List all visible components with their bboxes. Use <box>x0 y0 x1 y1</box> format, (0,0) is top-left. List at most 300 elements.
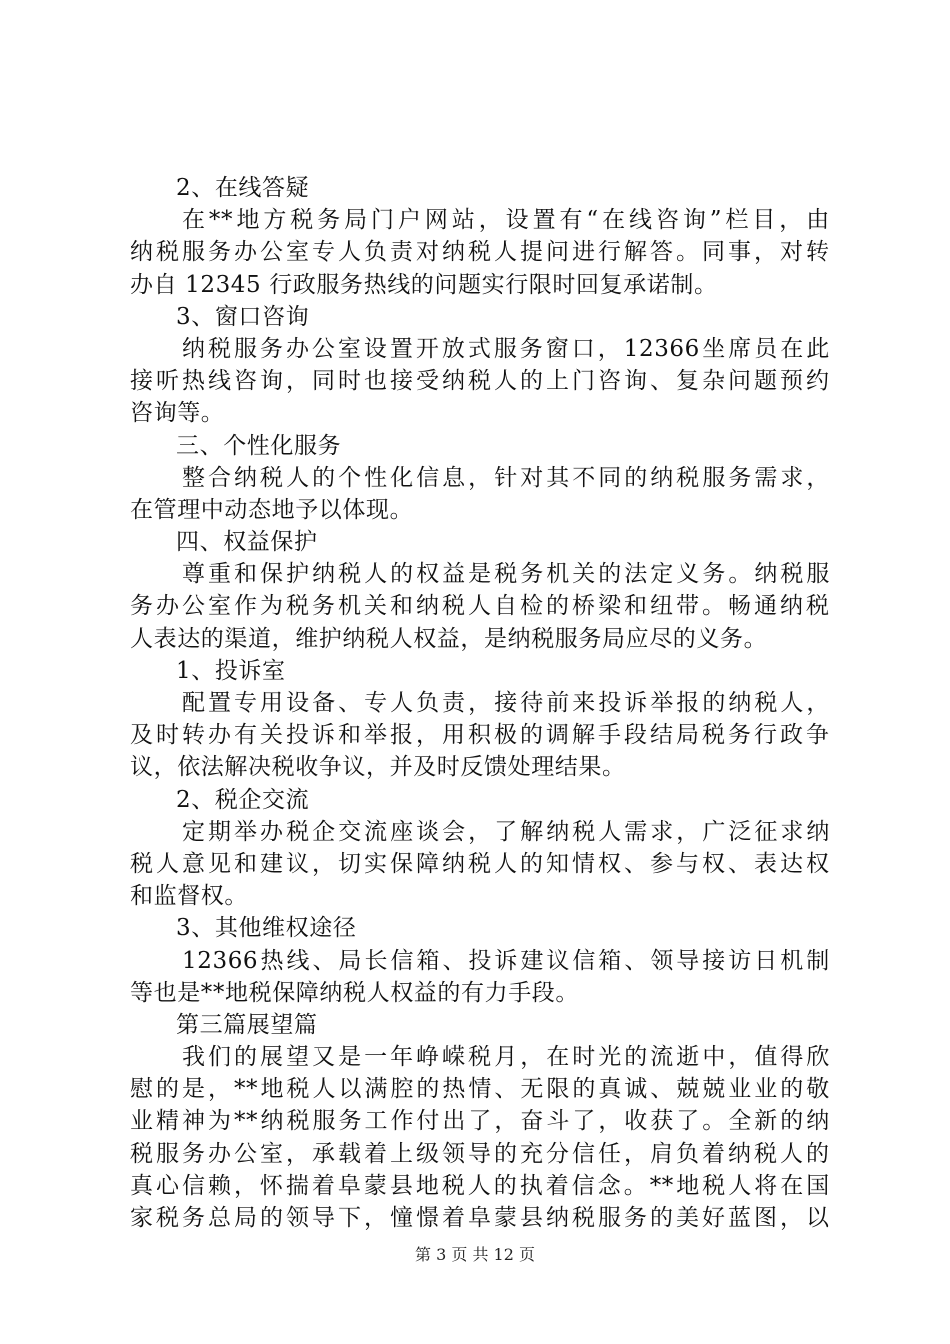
text-run: 流 <box>364 818 388 845</box>
text-run: 置 <box>532 207 557 234</box>
text-run: 务 <box>130 593 154 620</box>
text-run: 服 <box>493 335 518 362</box>
text-run: 税 <box>468 850 492 877</box>
text-run: 广 <box>702 818 726 845</box>
text-run: 税 <box>290 207 314 234</box>
text-run: 达 <box>780 850 804 877</box>
text-run: 在 <box>182 207 206 234</box>
text-run: 税 <box>754 1140 778 1167</box>
text-run: 精 <box>155 1108 180 1135</box>
text-run: 户 <box>397 207 422 234</box>
text-run: 权 <box>416 561 440 588</box>
text-run: 务 <box>702 561 726 588</box>
text-run: 办 <box>156 593 180 620</box>
text-run: 通 <box>754 593 778 620</box>
text-run: 诉 <box>494 947 519 974</box>
text-run: 业 <box>728 1076 752 1103</box>
text-run: ， <box>468 690 492 716</box>
text-run: 预 <box>780 368 804 395</box>
text-run: 举 <box>234 818 258 845</box>
text-run: 权 <box>702 850 726 877</box>
text-run: 局 <box>676 722 700 749</box>
text-run: 复 <box>676 368 700 395</box>
text-run: 接 <box>390 368 414 395</box>
paragraph-line: 咨询等。 <box>130 400 225 427</box>
text-run: 保 <box>390 850 414 877</box>
text-run: 公 <box>182 593 206 620</box>
text-run: 的 <box>155 1076 180 1103</box>
text-run: 纳 <box>546 1205 570 1231</box>
text-run: 纳 <box>442 368 466 395</box>
text-run: 目 <box>752 207 776 234</box>
text-run: 们 <box>208 1044 232 1071</box>
text-run: 以 <box>338 1076 363 1103</box>
text-run: 税 <box>442 593 466 620</box>
text-run: 月 <box>494 1044 518 1071</box>
text-run: 蓝 <box>728 1205 752 1231</box>
text-run: 坐 <box>702 335 726 362</box>
text-run: 约 <box>806 368 830 395</box>
text-run: ， <box>286 1140 310 1167</box>
text-run: 纳 <box>546 818 570 845</box>
text-run: 定 <box>182 818 206 845</box>
text-run: 。 <box>702 593 726 620</box>
paragraph-line <box>130 1170 830 1202</box>
text-run: 护 <box>286 561 310 588</box>
text-run: 箱 <box>598 947 622 974</box>
text-run: ** <box>233 1076 259 1103</box>
text-run: 县 <box>389 1172 414 1199</box>
text-run: 信 <box>572 1140 596 1167</box>
text-run: 赖 <box>207 1172 232 1199</box>
text-run: 时 <box>338 368 362 395</box>
text-run: 时 <box>156 722 180 749</box>
text-run: 的 <box>520 722 544 749</box>
text-run: 好 <box>702 1205 726 1231</box>
text-run: 议 <box>286 850 310 877</box>
text-run: ， <box>312 850 336 877</box>
text-run: 保 <box>260 561 284 588</box>
text-run: 有 <box>234 722 258 749</box>
text-run: 的 <box>493 1172 518 1199</box>
text-run: 人 <box>467 1172 492 1199</box>
text-run: 着 <box>702 1140 726 1167</box>
text-run: 载 <box>338 1140 362 1167</box>
text-run: 接 <box>702 947 726 974</box>
text-run: 政 <box>780 722 804 749</box>
text-run: 负 <box>676 1140 700 1167</box>
text-run: 议 <box>546 947 570 974</box>
text-run: 的 <box>806 1140 830 1167</box>
text-run: 值 <box>754 1044 778 1071</box>
text-run: 的 <box>390 561 414 588</box>
text-run: 服 <box>702 464 726 491</box>
text-run: 信 <box>416 464 440 491</box>
text-run: 口 <box>571 335 596 362</box>
text-run: ， <box>780 1205 804 1231</box>
paragraph-line <box>130 333 830 365</box>
text-run: 接 <box>494 690 518 716</box>
text-run: 的 <box>780 1108 804 1135</box>
text-run: 慰 <box>130 1076 154 1103</box>
paragraph-line <box>130 848 830 880</box>
text-run: 行 <box>754 722 778 749</box>
text-run: 税 <box>130 850 154 877</box>
text-run: 的 <box>780 1076 804 1103</box>
text-run: 情 <box>468 1076 492 1103</box>
text-run: 12366 <box>182 947 259 974</box>
text-run: 兢 <box>702 1076 726 1103</box>
text-run: 为 <box>260 593 284 620</box>
text-run: 是 <box>338 1044 362 1071</box>
text-run: ， <box>478 207 503 234</box>
text-run: 投 <box>598 690 622 716</box>
paragraph-line <box>130 1105 830 1137</box>
text-run: 纽 <box>650 593 674 620</box>
text-run: 税 <box>702 1172 726 1199</box>
text-run: 网 <box>424 207 449 234</box>
text-run: 服 <box>312 1108 337 1135</box>
text-run: 流 <box>650 1044 674 1071</box>
text-run: 桥 <box>572 593 596 620</box>
text-run: 服 <box>156 1140 180 1167</box>
text-run: 税 <box>441 1172 466 1199</box>
text-run: 专 <box>364 690 388 716</box>
page-footer: 第 3 页 共 12 页 <box>415 1245 535 1264</box>
text-run: 一 <box>364 1044 388 1071</box>
text-run: 关 <box>572 561 596 588</box>
text-run: 负 <box>364 239 388 266</box>
text-run: 领 <box>286 1205 310 1231</box>
text-run: 听 <box>156 368 180 395</box>
text-run: 热 <box>182 368 206 395</box>
text-run: 税 <box>494 561 518 588</box>
text-run: 室 <box>260 1140 284 1167</box>
text-run: 务 <box>338 1108 363 1135</box>
text-run: 为 <box>207 1108 232 1135</box>
text-run: 务 <box>259 335 284 362</box>
text-run: 机 <box>546 561 570 588</box>
text-run: 畅 <box>728 593 752 620</box>
text-run: 家 <box>130 1205 154 1231</box>
text-run: 机 <box>780 947 804 974</box>
section-heading: 三、个性化服务 <box>176 432 342 459</box>
text-run: 的 <box>520 850 544 877</box>
text-run: 地 <box>415 1172 440 1199</box>
text-run: 又 <box>312 1044 336 1071</box>
text-run: 兢 <box>676 1076 700 1103</box>
text-run: 信 <box>181 1172 206 1199</box>
text-run: 人 <box>494 239 518 266</box>
text-run: 办 <box>285 335 310 362</box>
paragraph-line: 人表达的渠道，维护纳税人权益，是纳税服务局应尽的义务。 <box>130 625 768 652</box>
text-run: 了 <box>468 1108 492 1135</box>
text-run: 公 <box>234 1140 258 1167</box>
section-heading: 四、权益保护 <box>176 529 318 556</box>
text-run: 真 <box>130 1172 154 1199</box>
text-run: 、 <box>312 947 337 974</box>
text-run: 税 <box>754 690 778 716</box>
text-run: 导 <box>676 947 700 974</box>
paragraph-line <box>130 945 830 977</box>
text-run: ， <box>676 818 700 845</box>
text-run: 国 <box>806 1172 830 1199</box>
section-heading: 2、税企交流 <box>176 786 310 813</box>
text-run: 站 <box>451 207 476 234</box>
text-run: 人 <box>468 593 492 620</box>
text-run: 的 <box>520 368 544 395</box>
text-run: 杂 <box>702 368 726 395</box>
text-run: 。 <box>676 239 700 266</box>
text-run: 谈 <box>416 818 440 845</box>
text-run: 在 <box>780 1172 804 1199</box>
text-run: 其 <box>546 464 570 491</box>
text-run: 机 <box>338 593 362 620</box>
text-run: 不 <box>572 464 596 491</box>
text-run: 纳 <box>416 593 440 620</box>
text-run: ** <box>649 1172 674 1199</box>
paragraph-line <box>130 719 830 751</box>
text-run: 关 <box>364 593 388 620</box>
text-run: 和 <box>624 593 648 620</box>
text-run: ， <box>416 722 440 749</box>
text-run: 承 <box>312 1140 336 1167</box>
text-run: 解 <box>520 818 544 845</box>
text-run: 分 <box>546 1140 570 1167</box>
text-run: ， <box>286 368 310 395</box>
paragraph-line <box>130 687 830 719</box>
text-run: 局 <box>344 207 368 234</box>
text-run: ， <box>207 1076 232 1103</box>
section-heading: 1、投诉室 <box>176 657 286 684</box>
text-run: 障 <box>416 850 440 877</box>
text-run: 问 <box>546 239 570 266</box>
text-run: ， <box>754 239 778 266</box>
text-run: 泛 <box>728 818 752 845</box>
text-run: 着 <box>364 1140 388 1167</box>
text-run: 税 <box>572 818 596 845</box>
paragraph-line <box>130 590 830 622</box>
text-run: 税 <box>286 818 310 845</box>
text-run: 时 <box>572 1044 596 1071</box>
text-run: 积 <box>468 722 492 749</box>
text-run: 纳 <box>442 850 466 877</box>
text-run: 人 <box>390 690 414 716</box>
text-run: 税 <box>207 335 232 362</box>
text-run: 参 <box>650 850 674 877</box>
text-run: ， <box>779 207 803 234</box>
text-run: 得 <box>780 1044 804 1071</box>
document-body <box>130 172 830 1234</box>
text-run: 税 <box>468 368 492 395</box>
text-run: 在 <box>602 207 626 234</box>
text-run: 投 <box>468 947 493 974</box>
text-run: 地 <box>236 207 261 234</box>
text-run: 征 <box>754 818 778 845</box>
text-run: 了 <box>572 1108 596 1135</box>
text-run: 访 <box>728 947 752 974</box>
text-run: 。 <box>702 1108 726 1135</box>
text-run: 座 <box>390 818 414 845</box>
paragraph-line <box>130 558 830 590</box>
text-run: ， <box>597 335 622 362</box>
text-run: 信 <box>390 947 415 974</box>
text-run: 放 <box>441 335 466 362</box>
text-run: 局 <box>234 1205 258 1231</box>
text-run: 展 <box>260 1044 284 1071</box>
text-run: 段 <box>624 722 648 749</box>
text-run: 上 <box>546 368 570 395</box>
section-heading: 3、窗口咨询 <box>176 303 310 330</box>
text-run: 了 <box>676 1108 700 1135</box>
text-run: 、 <box>650 368 674 395</box>
paragraph-line <box>130 816 830 848</box>
text-run: 务 <box>624 1205 648 1231</box>
text-run: ， <box>806 464 830 491</box>
text-run: 性 <box>364 464 388 491</box>
text-run: 念 <box>597 1172 622 1199</box>
text-run: 同 <box>312 368 336 395</box>
text-run: 税 <box>780 561 804 588</box>
text-run: 咨 <box>655 207 680 234</box>
text-run: 法 <box>624 561 648 588</box>
text-run: ， <box>806 690 830 716</box>
text-run: 纳 <box>312 561 336 588</box>
text-run: ， <box>624 1140 648 1167</box>
text-run: 蒙 <box>363 1172 388 1199</box>
text-run: 斗 <box>546 1108 570 1135</box>
text-run: 信 <box>571 1172 596 1199</box>
text-run: 整 <box>182 464 206 491</box>
paragraph-line <box>130 1202 830 1234</box>
text-run: 结 <box>650 722 674 749</box>
text-run: 纳 <box>806 818 830 845</box>
text-run: 配 <box>182 690 206 716</box>
text-run: ， <box>520 1044 544 1071</box>
text-run: 欣 <box>806 1044 830 1071</box>
text-run: 线 <box>208 368 232 395</box>
text-run: 的 <box>702 690 726 716</box>
text-run: 询 <box>682 207 707 234</box>
text-run: 务 <box>317 207 341 234</box>
text-run: 将 <box>754 1172 778 1199</box>
text-run: 切 <box>338 850 362 877</box>
text-run: 题 <box>754 368 778 395</box>
text-run: 见 <box>208 850 232 877</box>
text-run: 调 <box>546 722 570 749</box>
text-run: 交 <box>338 818 362 845</box>
text-run: 敬 <box>806 1076 830 1103</box>
text-run: 人 <box>728 1172 752 1199</box>
text-run: 税 <box>286 1076 311 1103</box>
text-run: 图 <box>754 1205 778 1231</box>
text-run: 求 <box>780 818 804 845</box>
text-run: 下 <box>338 1205 362 1231</box>
text-run: ， <box>468 818 492 845</box>
text-run: 人 <box>780 690 804 716</box>
text-run: 实 <box>364 850 388 877</box>
text-run: 。 <box>623 1172 648 1199</box>
text-run: 化 <box>390 464 414 491</box>
text-run: 办 <box>260 818 284 845</box>
text-run: 来 <box>572 690 596 716</box>
text-run: 室 <box>337 335 362 362</box>
text-run: 建 <box>260 850 284 877</box>
text-run: 事 <box>728 239 752 266</box>
text-run: 知 <box>546 850 570 877</box>
text-run: 置 <box>208 690 232 716</box>
text-run: 公 <box>260 239 284 266</box>
text-run: 我 <box>182 1044 206 1071</box>
text-run: 人 <box>364 561 388 588</box>
text-run: 奋 <box>520 1108 544 1135</box>
text-run: 待 <box>520 690 544 716</box>
text-run: 、 <box>338 690 362 716</box>
text-run: 、 <box>624 850 648 877</box>
text-run: 务 <box>182 1140 206 1167</box>
text-run: 的 <box>624 464 648 491</box>
text-run: 同 <box>702 239 726 266</box>
text-run: 憧 <box>390 1205 414 1231</box>
text-run: 是 <box>181 1076 206 1103</box>
text-run: 的 <box>234 1044 258 1071</box>
text-run: 用 <box>442 722 466 749</box>
text-run: 需 <box>624 818 648 845</box>
text-run: 负 <box>416 690 440 716</box>
text-run: 地 <box>676 1172 700 1199</box>
text-run: 的 <box>650 1205 674 1231</box>
text-run: 举 <box>364 722 388 749</box>
text-run: 务 <box>728 464 752 491</box>
text-run: 服 <box>182 239 206 266</box>
text-run: 长 <box>364 947 389 974</box>
text-run: 专 <box>312 239 336 266</box>
text-run: 和 <box>390 593 414 620</box>
text-run: 税 <box>130 1140 154 1167</box>
text-run: ， <box>364 1205 388 1231</box>
text-run: 神 <box>181 1108 206 1135</box>
text-run: ， <box>598 1108 622 1135</box>
text-run: 县 <box>520 1205 544 1231</box>
text-run: 诉 <box>312 722 336 749</box>
text-run: 由 <box>806 207 830 234</box>
text-run: 税 <box>676 464 700 491</box>
text-run: 执 <box>519 1172 544 1199</box>
text-run: 极 <box>494 722 518 749</box>
text-run: 也 <box>364 368 388 395</box>
text-run: 转 <box>182 722 206 749</box>
section-heading: 2、在线答疑 <box>176 175 310 201</box>
text-run: ， <box>494 1108 518 1135</box>
text-run: 上 <box>390 1140 414 1167</box>
text-run: 税 <box>572 1205 596 1231</box>
text-run: 企 <box>312 818 336 845</box>
text-run: 阜 <box>468 1205 492 1231</box>
paragraph-line <box>130 1073 830 1105</box>
text-run: 税 <box>286 593 310 620</box>
text-run: 权 <box>598 850 622 877</box>
text-run: 定 <box>650 561 674 588</box>
text-run: 务 <box>728 722 752 749</box>
text-run: 付 <box>416 1108 441 1135</box>
text-run: 与 <box>676 850 700 877</box>
text-run: 务 <box>208 239 232 266</box>
text-run: 方 <box>263 207 287 234</box>
text-run: 诚 <box>624 1076 648 1103</box>
text-run: 对 <box>520 464 544 491</box>
text-run: 肩 <box>650 1140 674 1167</box>
text-run: 光 <box>598 1044 622 1071</box>
